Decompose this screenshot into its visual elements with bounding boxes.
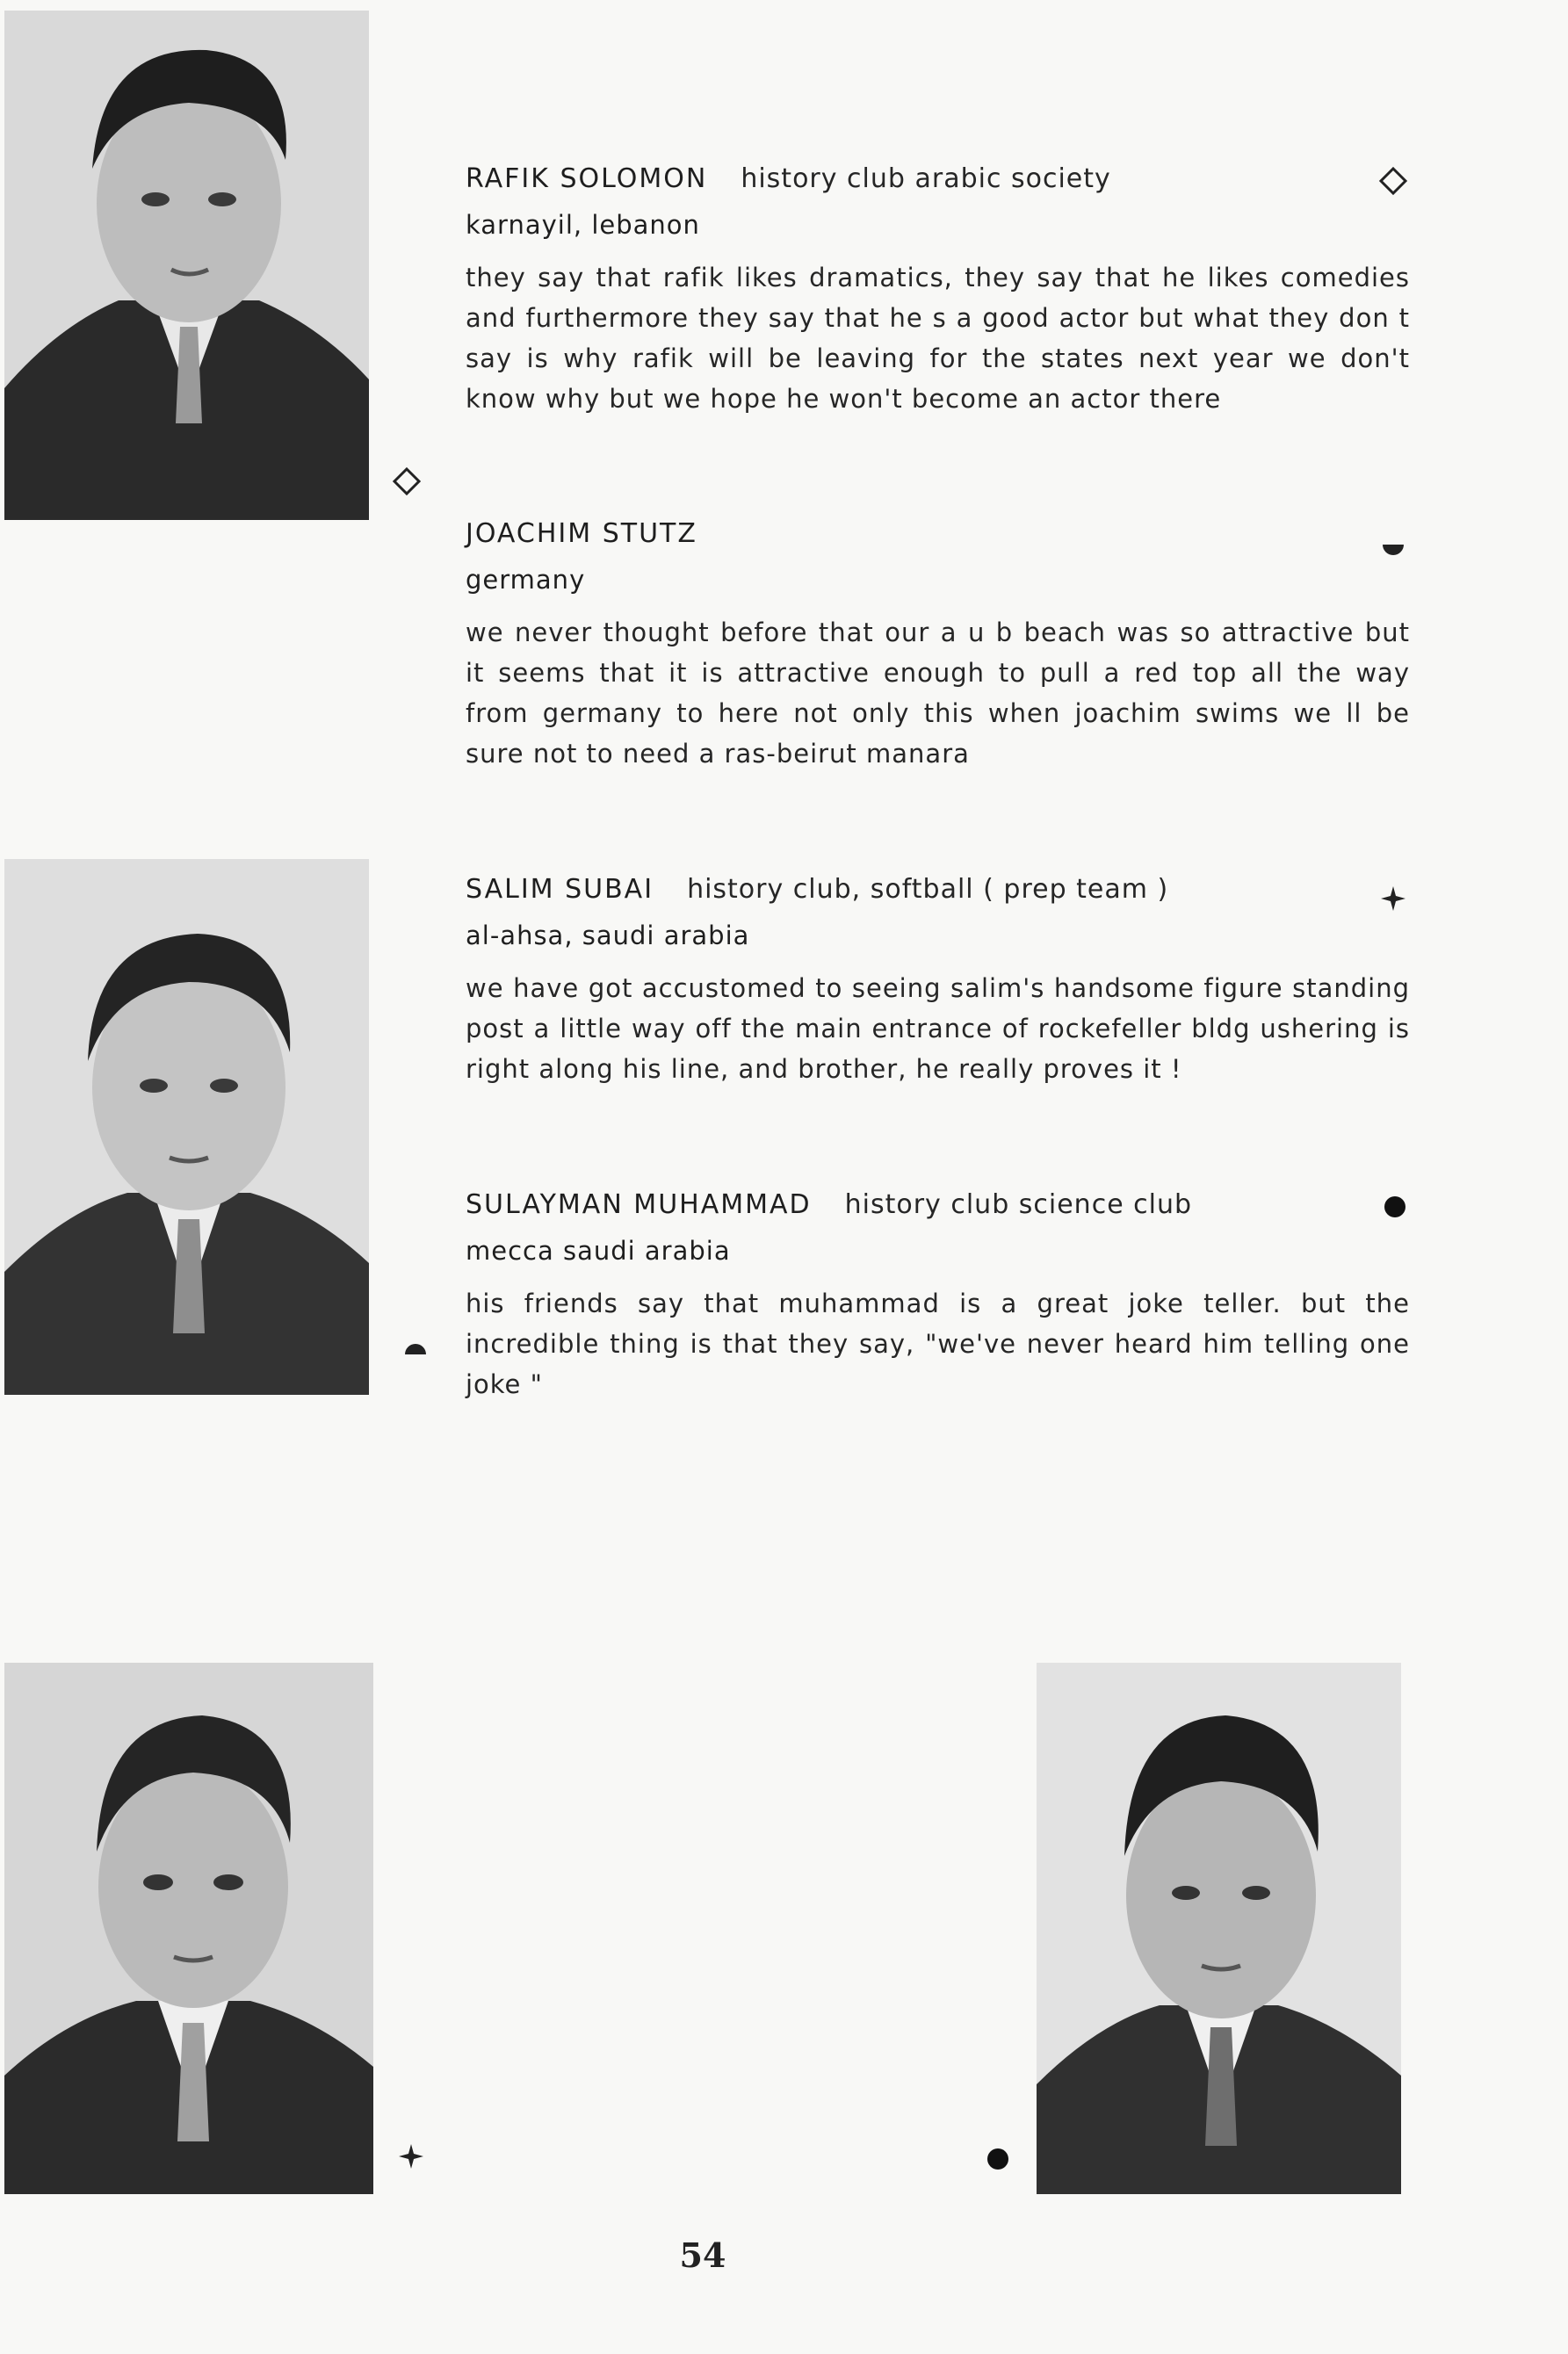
student-bio: we have got accustomed to seeing salim's handsome figure standing post a little way off the main entrance of rockefeller bldg ushering is right along his line, and brother, he really proves it ! bbox=[466, 973, 1410, 1084]
student-activities: history club arabic society bbox=[741, 163, 1111, 194]
student-bio: they say that rafik likes dramatics, they say that he likes comedies and furthermore they say that he s a good actor but what they don t say is why rafik will be leaving for the states next year we don't know why but we hope he won't become an actor there bbox=[466, 263, 1410, 414]
entry-header bbox=[466, 874, 1410, 905]
student-location: karnayil, lebanon bbox=[466, 210, 700, 240]
student-name: SULAYMAN MUHAMMAD bbox=[466, 1189, 812, 1220]
sparkle-icon bbox=[395, 2141, 427, 2172]
student-activities: history club science club bbox=[844, 1189, 1193, 1220]
filled-circle-icon bbox=[982, 2143, 1014, 2175]
half-circle-icon bbox=[400, 1337, 431, 1368]
diamond-outline-icon bbox=[1377, 165, 1409, 197]
portrait-photo-rafik-solomon bbox=[4, 11, 369, 520]
diamond-outline-icon bbox=[391, 466, 423, 497]
student-name: SALIM SUBAI bbox=[466, 874, 654, 905]
student-name: RAFIK SOLOMON bbox=[466, 163, 708, 194]
entry-salim-subai bbox=[466, 874, 1410, 1089]
student-name: JOACHIM STUTZ bbox=[466, 518, 697, 549]
student-bio: we never thought before that our a u b beach was so attractive but it seems that it is attractive enough to pull a red top all the way from germany to here not only this when joachim swims we ll be sure not to need a ras-beirut manara bbox=[466, 617, 1410, 769]
entry-header bbox=[466, 163, 1410, 194]
student-bio: his friends say that muhammad is a great joke teller. but the incredible thing is that they say, "we've never heard him telling one joke " bbox=[466, 1289, 1410, 1399]
entry-header bbox=[466, 1189, 1410, 1220]
entry-rafik-solomon bbox=[466, 163, 1410, 419]
entry-joachim-stutz bbox=[466, 518, 1410, 774]
sparkle-icon bbox=[1377, 883, 1409, 914]
portrait-photo-bottom-left bbox=[4, 1663, 373, 2194]
filled-circle-icon bbox=[1379, 1191, 1411, 1223]
page-number: 54 bbox=[679, 2235, 726, 2275]
portrait-photo-bottom-right bbox=[1037, 1663, 1401, 2194]
portrait-photo-salim-subai bbox=[4, 859, 369, 1395]
student-location: germany bbox=[466, 565, 586, 595]
student-activities: history club, softball ( prep team ) bbox=[687, 874, 1169, 905]
entry-sulayman-muhammad bbox=[466, 1189, 1410, 1404]
student-location: mecca saudi arabia bbox=[466, 1236, 731, 1266]
student-location: al-ahsa, saudi arabia bbox=[466, 921, 750, 950]
half-circle-icon bbox=[1377, 532, 1409, 564]
entry-header bbox=[466, 518, 1410, 549]
